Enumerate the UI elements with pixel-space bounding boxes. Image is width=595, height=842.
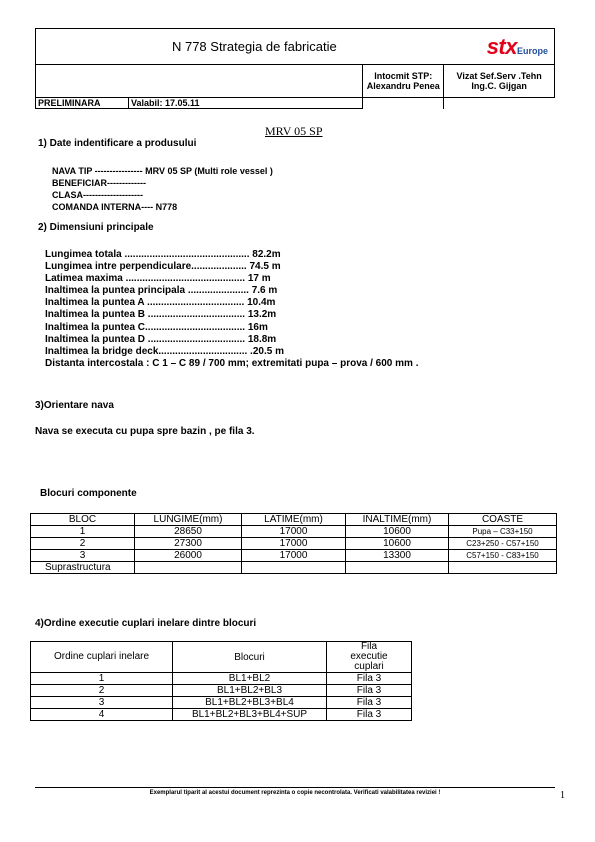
document-title: N 778 Strategia de fabricatie [171,39,337,54]
section2-title: 2) Dimensiuni principale [38,222,154,233]
dimension-line: Inaltimea la bridge deck................................ .20.5 m [45,345,284,357]
valid-date: Valabil: 17.05.11 [131,98,200,108]
column-header: LUNGIME(mm) [135,514,242,526]
blocks-table [30,513,557,574]
intocmit-label: Intocmit STP: [374,71,433,81]
info-line: NAVA TIP ---------------- MRV 05 SP (Multi role vessel ) [52,166,273,176]
header-title-cell [36,29,363,65]
company-logo: stxEurope [363,29,555,65]
blocks-title: Blocuri componente [40,488,137,499]
status-label: PRELIMINARA [38,98,101,108]
section1-title: 1) Date indentificare a produsului [38,138,197,149]
vizat-cell [444,65,555,98]
dimension-line: Inaltimea la puntea C.................................... 16m [45,321,268,333]
table-row: 2 27300 17000 10600 C23+250 - C57+150 [31,538,557,550]
dimension-line: Lungimea totala ............................................. 82.2m [45,249,281,260]
dimension-line: Inaltimea la puntea D ................................... 18.8m [45,333,277,345]
coupling-table [30,641,412,721]
table-row: 2 BL1+BL2+BL3 Fila 3 [31,685,412,697]
column-header: COASTE [449,514,557,526]
section2-lines [45,249,418,370]
table-header-row [31,514,557,526]
info-line: BENEFICIAR------------- [52,178,146,188]
info-line: COMANDA INTERNA---- N778 [52,202,178,212]
valabil-cell [129,98,363,109]
column-header: Ordine cuplari inelare [31,642,173,673]
table-row: 1 28650 17000 10600 Pupa – C33+150 [31,526,557,538]
dimension-line: Distanta intercostala : C 1 – C 89 / 700 mm; extremitati pupa – prova / 600 mm . [45,357,419,369]
dimension-line: Lungimea intre perpendiculare.................... 74.5 m [45,261,281,273]
column-header: INALTIME(mm) [346,514,449,526]
column-header: Fila executie cuplari [327,642,412,673]
column-header: Blocuri [173,642,327,673]
vizat-name: Ing.C. Gijgan [471,81,527,91]
dimension-line: Inaltimea la puntea principala ...................... 7.6 m [45,285,278,297]
page-number: 1 [560,790,565,801]
column-header: BLOC [31,514,135,526]
table-header-row [31,642,412,673]
status-cell [36,98,129,109]
table-row: Suprastructura [31,562,557,574]
footer-disclaimer: Exemplarul tiparit al acestui document reprezinta o copie necontrolata. Verificati valabilitatea reviziei ! [149,790,441,796]
section4-title: 4)Ordine executie cuplari inelare dintre blocuri [35,618,257,629]
table-row: 4 BL1+BL2+BL3+BL4+SUP Fila 3 [31,709,412,721]
main-title: MRV 05 SP [265,124,323,138]
dimension-line: Latimea maxima ........................................... 17 m [45,273,271,285]
dimension-line: Inaltimea la puntea A ................................... 10.4m [45,297,276,309]
info-line: CLASA-------------------- [52,190,143,200]
dimension-line: Inaltimea la puntea B ................................... 13.2m [45,309,277,321]
section3-text: Nava se executa cu pupa spre bazin , pe fila 3. [35,426,255,437]
footer-divider [35,787,555,788]
vizat-label: Vizat Sef.Serv .Tehn [456,71,542,81]
table-row: 3 26000 17000 13300 C57+150 - C83+150 [31,550,557,562]
table-row: 3 BL1+BL2+BL3+BL4 Fila 3 [31,697,412,709]
table-row: 1 BL1+BL2 Fila 3 [31,673,412,685]
section3-title: 3)Orientare nava [35,400,114,411]
section1-lines [52,165,273,213]
header-table [35,28,555,109]
intocmit-name: Alexandru Penea [366,81,440,91]
column-header: LATIME(mm) [242,514,346,526]
intocmit-cell [363,65,444,98]
